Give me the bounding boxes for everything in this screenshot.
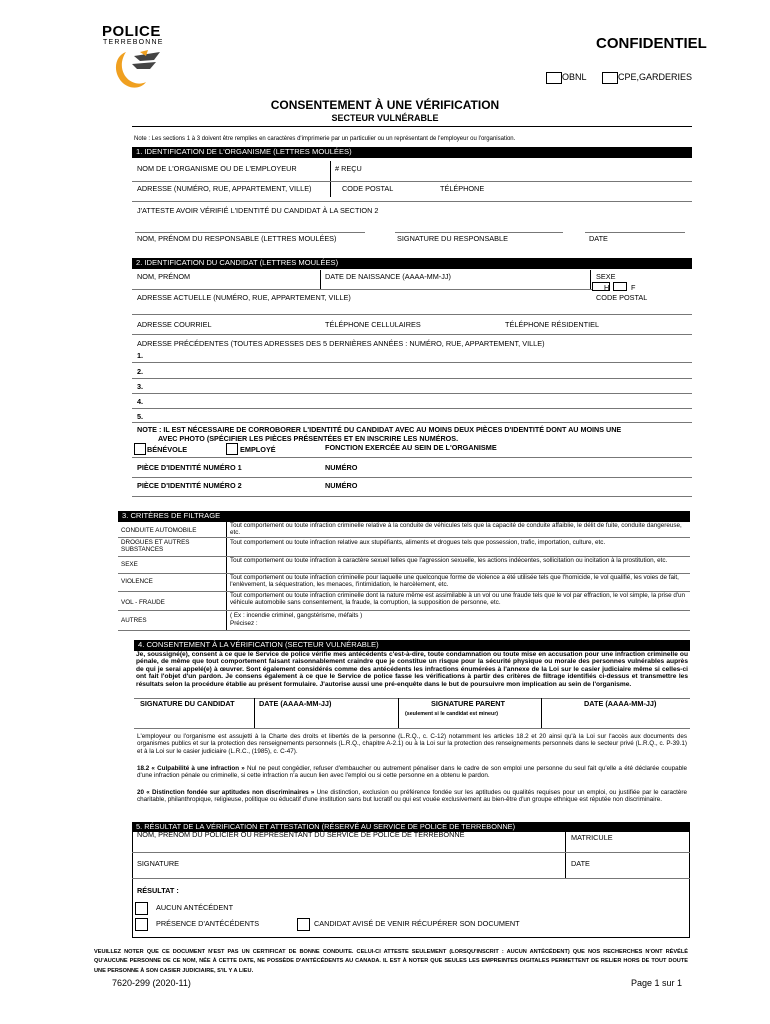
no-record-label: AUCUN ANTÉCÉDENT <box>156 903 234 912</box>
criteria-precisez: Précisez : <box>230 620 258 627</box>
criteria-label-vol: VOL - FRAUDE <box>121 599 165 606</box>
org-phone-label: TÉLÉPHONE <box>440 184 485 193</box>
section5-header: 5. RÉSULTAT DE LA VÉRIFICATION ET ATTESTATION (RÉSERVÉ AU SERVICE DE POLICE DE TERREBONNE) <box>132 822 690 832</box>
criteria-text-sexe: Tout comportement ou toute infraction à caractère sexuel telles que l'agression sexuelle, les actions indécentes, sollicitation ou incitation à la prostitution, etc. <box>230 557 668 564</box>
footer-disclaimer: VEUILLEZ NOTER QUE CE DOCUMENT N'EST PAS UN CERTIFICAT DE BONNE CONDUITE. CELUI-CI ATTESTE SEULEMENT (LORSQU'INSCRIT : AUCUN ANTÉCÉDENT) QUE NOS RECHERCHES N'ONT RÉVÉLÉ QU'AUCUNE PERSONNE DE CE NOM, NÉE À CETTE DATE, NE POSSÈDE D'ANTÉCÉDENTS AU CANADA. IL EST À NOTER QUE SEULES LES EMPREINTES DIGITALES PERMETTENT DE RELIER HORS DE TOUT DOUTE UNE PERSONNE À SON CASIER JUDICIAIRE, S'IL Y A LIEU. <box>94 949 688 974</box>
benevole-label: BÉNÉVOLE <box>147 445 188 454</box>
dob-label: DATE DE NAISSANCE (AAAA-MM-JJ) <box>325 272 451 281</box>
prev-item-2: 2. <box>137 367 144 376</box>
resp-date-label: DATE <box>589 234 608 243</box>
obnl-option[interactable] <box>546 72 587 84</box>
notified-checkbox[interactable] <box>297 918 310 931</box>
obnl-label: OBNL <box>562 72 587 83</box>
cpe-option[interactable] <box>602 72 692 84</box>
org-postal-label: CODE POSTAL <box>342 184 394 193</box>
notified-label: CANDIDAT AVISÉ DE VENIR RÉCUPÉRER SON DOCUMENT <box>314 919 520 928</box>
benevole-checkbox[interactable] <box>134 443 146 455</box>
page-subtitle: SECTEUR VULNÉRABLE <box>331 113 439 123</box>
has-record-option[interactable] <box>135 918 148 936</box>
result-label: RÉSULTAT : <box>137 886 179 895</box>
criteria-label-sexe: SEXE <box>121 561 138 568</box>
legal-paragraph-1: L'employeur ou l'organisme est assujetti à la Charte des droits et libertés de la personne (L.R.Q., c. C-12) notamment les articles 18.2 et 20 ainsi qu'à la Loi sur l'accès aux documents des organismes publics et sur la protection des renseignements personnels (L.R.Q., chapitre A-2.1) ou à la Loi sur la protection des renseignements personnels dans le secteur privé (L.R.Q., c. P-39.1) et à la Loi sur le casier judiciaire (L.R.C., (1985), c. C-47). <box>137 733 687 755</box>
article-20-title: 20 « Distinction fondée sur aptitudes non discriminaires » <box>137 789 315 796</box>
parent-signature-note: (seulement si le candidat est mineur) <box>405 711 499 717</box>
section1-header: 1. IDENTIFICATION DE L'ORGANISME (LETTRES MOULÉES) <box>132 147 692 158</box>
officer-name-label: NOM, PRÉNOM DU POLICIER OU REPRÉSENTANT DU SERVICE DE POLICE DE TERREBONNE <box>137 830 465 839</box>
criteria-label-drogues: DROGUES ET AUTRES SUBSTANCES <box>121 539 190 554</box>
email-label: ADRESSE COURRIEL <box>137 320 212 329</box>
logo-title: POLICE <box>102 23 161 40</box>
piece1-label: PIÈCE D'IDENTITÉ NUMÉRO 1 <box>137 463 242 472</box>
no-record-checkbox[interactable] <box>135 902 148 915</box>
officer-date-label: DATE <box>571 859 590 868</box>
employe-label: EMPLOYÉ <box>240 445 276 454</box>
section-note: Note : Les sections 1 à 3 doivent être remplies en caractères d'imprimerie par un particulier ou un représentant de l'employeur ou l'organisation. <box>134 136 516 142</box>
prev-item-1: 1. <box>137 351 144 360</box>
resp-signature-label: SIGNATURE DU RESPONSABLE <box>397 234 508 243</box>
sex-f-checkbox[interactable] <box>613 282 627 291</box>
id-note-line1: NOTE : IL EST NÉCESSAIRE DE CORROBORER L'IDENTITÉ DU CANDIDAT AVEC AU MOINS DEUX PIÈCES D'IDENTITÉ DONT AU MOINS UNE <box>137 425 622 434</box>
notified-option[interactable] <box>297 918 310 936</box>
prev-item-3: 3. <box>137 382 144 391</box>
cpe-label: CPE,GARDERIES <box>618 72 693 83</box>
candidate-signature-label: SIGNATURE DU CANDIDAT <box>140 699 235 708</box>
section4-header: 4. CONSENTEMENT À LA VÉRIFICATION (SECTEUR VULNÉRABLE) <box>134 640 690 651</box>
resp-name-label: NOM, PRÉNOM DU RESPONSABLE (LETTRES MOULÉES) <box>137 234 337 243</box>
criteria-text-violence: Tout comportement ou toute infraction criminelle pour laquelle une quelconque forme de violence a été utilisée tels que l'homicide, le vol qualifié, les voies de fait, l'enlèvement, la séquestration, les menaces, l'intimidation, le harcèlement, etc. <box>230 574 679 589</box>
sex-h-label: H <box>604 283 610 292</box>
current-address-label: ADRESSE ACTUELLE (NUMÉRO, RUE, APPARTEMENT, VILLE) <box>137 293 351 302</box>
employe-checkbox[interactable] <box>226 443 238 455</box>
legal-paragraph-2 <box>137 765 687 780</box>
sex-label: SEXE <box>596 272 616 281</box>
criteria-text-autres: ( Ex : incendie criminel, gangstérisme, méfaits ) <box>230 612 363 619</box>
prev-item-5: 5. <box>137 412 144 421</box>
employe-option[interactable] <box>226 443 238 455</box>
page-number: Page 1 sur 1 <box>631 978 683 988</box>
numero2-label: NUMÉRO <box>325 481 358 490</box>
cell-phone-label: TÉLÉPHONE CELLULAIRES <box>325 320 421 329</box>
consent-date2-label: DATE (AAAA-MM-JJ) <box>584 699 657 708</box>
article-20-text: Une distinction, exclusion ou préférence fondée sur les aptitudes ou qualités requises pour un emploi, ou justifiée par le caractère charitable, philanthropique, religieuse, politique ou éducatif d'une institution sans but lucratif ou qui est vouée exclusivement au bien-être d'un groupe ethnique est réputée non discriminaire. <box>137 789 687 804</box>
fonction-label: FONCTION EXERCÉE AU SEIN DE L'ORGANISME <box>325 443 497 452</box>
cpe-checkbox[interactable] <box>602 72 618 84</box>
org-address-label: ADRESSE (NUMÉRO, RUE, APPARTEMENT, VILLE) <box>137 184 312 193</box>
home-phone-label: TÉLÉPHONE RÉSIDENTIEL <box>505 320 600 329</box>
sex-f-option[interactable] <box>613 282 627 291</box>
piece2-label: PIÈCE D'IDENTITÉ NUMÉRO 2 <box>137 481 242 490</box>
candidate-name-label: NOM, PRÉNOM <box>137 272 191 281</box>
parent-signature-label: SIGNATURE PARENT <box>431 699 505 708</box>
criteria-label-conduite: CONDUITE AUTOMOBILE <box>121 527 197 534</box>
has-record-checkbox[interactable] <box>135 918 148 931</box>
sex-f-label: F <box>631 283 636 292</box>
logo-emblem-icon <box>110 48 170 94</box>
confidential-label: CONFIDENTIEL <box>596 35 707 52</box>
attest-label: J'ATTESTE AVOIR VÉRIFIÉ L'IDENTITÉ DU CANDIDAT À LA SECTION 2 <box>137 206 379 215</box>
matricule-label: MATRICULE <box>571 833 613 842</box>
section2-header: 2. IDENTIFICATION DU CANDIDAT (LETTRES MOULÉES) <box>132 258 692 269</box>
obnl-checkbox[interactable] <box>546 72 562 84</box>
candidate-postal-label: CODE POSTAL <box>596 293 648 302</box>
section3-header: 3. CRITÈRES DE FILTRAGE <box>118 511 690 522</box>
previous-address-label: ADRESSE PRÉCÉDENTES (TOUTES ADRESSES DES 5 DERNIÈRES ANNÉES : NUMÉRO, RUE, APPARTEMENT, VILLE) <box>137 339 545 348</box>
criteria-text-conduite: Tout comportement ou toute infraction criminelle relative à la conduite de véhicules tels que la capacité de conduite affaiblie, le délit de fuite, conduite dangereuse, etc. <box>230 522 682 537</box>
criteria-text-drogues: Tout comportement ou toute infraction relative aux stupéfiants, aliments et drogues tels que possession, trafic, importation, culture, etc. <box>230 539 606 546</box>
consent-date1-label: DATE (AAAA-MM-JJ) <box>259 699 332 708</box>
benevole-option[interactable] <box>134 443 146 455</box>
logo-subtitle: TERREBONNE <box>103 39 164 46</box>
officer-signature-label: SIGNATURE <box>137 859 180 868</box>
criteria-label-violence: VIOLENCE <box>121 578 153 585</box>
article-18-2-text: Nul ne peut congédier, refuser d'embaucher ou autrement pénaliser dans le cadre de son emploi une personne du seul fait qu'elle a été déclarée coupable d'une infraction pénale ou criminelle, si cette infraction n'a aucun lien avec l'emploi ou si cette personne en a obtenu le pardon. <box>137 765 687 780</box>
has-record-label: PRÉSENCE D'ANTÉCÉDENTS <box>156 919 260 928</box>
prev-item-4: 4. <box>137 397 144 406</box>
numero1-label: NUMÉRO <box>325 463 358 472</box>
criteria-text-vol: Tout comportement ou toute infraction criminelle dont la nature même est assimilable à un vol ou une fraude tels que le vol par effraction, le vol simple, la prise d'un véhicule automobile sans consentement, la fraude, la corruption, la supposition de personne, etc. <box>230 592 686 607</box>
id-note-line2: AVEC PHOTO (SPÉCIFIER LES PIÈCES PRÉSENTÉES ET EN INSCRIRE LES NUMÉROS. <box>158 434 459 443</box>
article-18-2-title: 18.2 « Culpabilité à une infraction » <box>137 765 245 772</box>
legal-paragraph-3 <box>137 789 687 804</box>
recu-label: # REÇU <box>335 164 362 173</box>
consent-paragraph: Je, soussigné(e), consent à ce que le Service de police vérifie mes antécédents c'est-à-dire, toute condamnation ou toute mise en accusation pour une infraction criminelle ou pénale, de même que tout comportement faisant raisonnablement craindre que je constitue un risque pour la sécurité physique ou morale des personnes vulnérables auprès de qui je serai appelé(e) à œuvrer. Sont également considérés comme des antécédents les infractions énumérées à l'annexe de la Loi sur le casier judiciaire même si celles-ci ont fait l'objet d'un pardon. Je consens également à ce que le Service de police fasse les vérifications à partir des critères de filtrage identifiés ci-dessus et transmettre les résultats selon la procédure établie au présent formulaire. J'autorise aussi une pré-enquête dans le but de poursuivre mon implication au sein de l'organisme. <box>136 651 688 688</box>
page-title: CONSENTEMENT À UNE VÉRIFICATION <box>270 98 500 112</box>
criteria-label-autres: AUTRES <box>121 617 147 624</box>
org-name-label: NOM DE L'ORGANISME OU DE L'EMPLOYEUR <box>137 164 297 173</box>
police-logo <box>100 24 180 94</box>
form-code: 7620-299 (2020-11) <box>112 978 191 988</box>
